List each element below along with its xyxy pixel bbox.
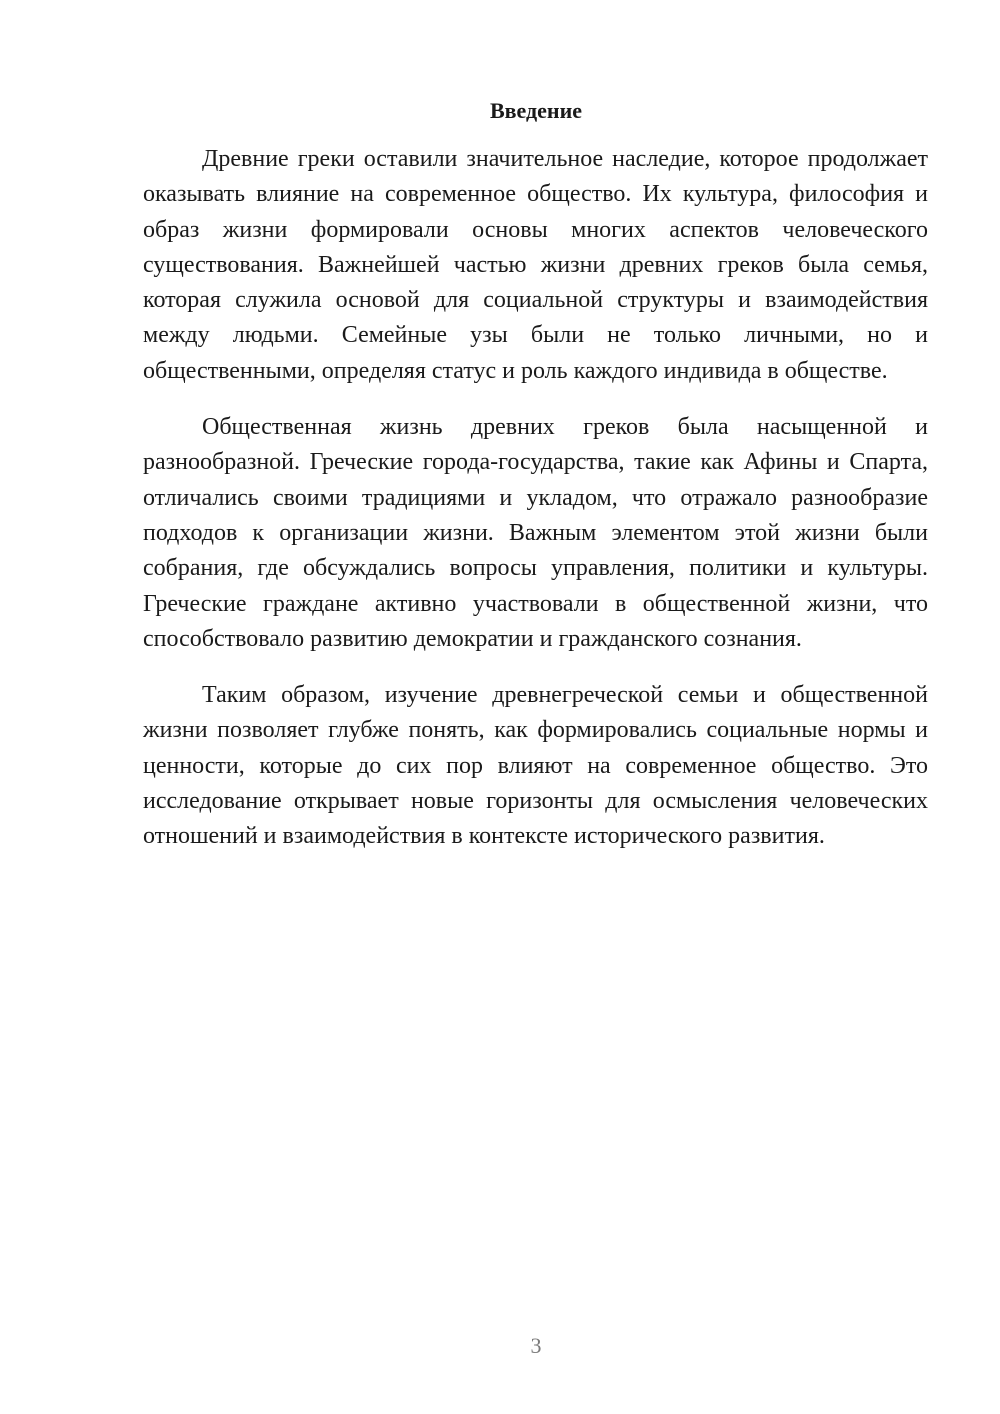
paragraph-1: Древние греки оставили значительное наследие, которое продолжает оказывать влияние на современное общество. Их культура, философия и образ жизни формировали основы многих аспектов человеческого существования. Важнейшей частью жизни древних греков была семья, которая служила основой для социальной структуры и взаимодействия между людьми. Семейные узы были не только личными, но и общественными, определяя статус и роль каждого индивида в обществе. [143,146,928,384]
body-text [143,142,928,876]
paragraph-3: Таким образом, изучение древнегреческой семьи и общественной жизни позволяет глубже понять, как формировались социальные нормы и ценности, которые до сих пор влияют на современное общество. Это исследование открывает новые горизонты для осмысления человеческих отношений и взаимодействия в контексте исторического развития. [143,682,928,850]
paragraph-2: Общественная жизнь древних греков была насыщенной и разнообразной. Греческие города-государства, такие как Афины и Спарта, отличались своими традициями и укладом, что отражало разнообразие подходов к организации жизни. Важным элементом этой жизни были собрания, где обсуждались вопросы управления, политики и культуры. Греческие граждане активно участвовали в общественной жизни, что способствовало развитию демократии и гражданского сознания. [143,414,928,652]
section-heading: Введение [489,98,583,123]
page-number: 3 [530,1333,542,1358]
